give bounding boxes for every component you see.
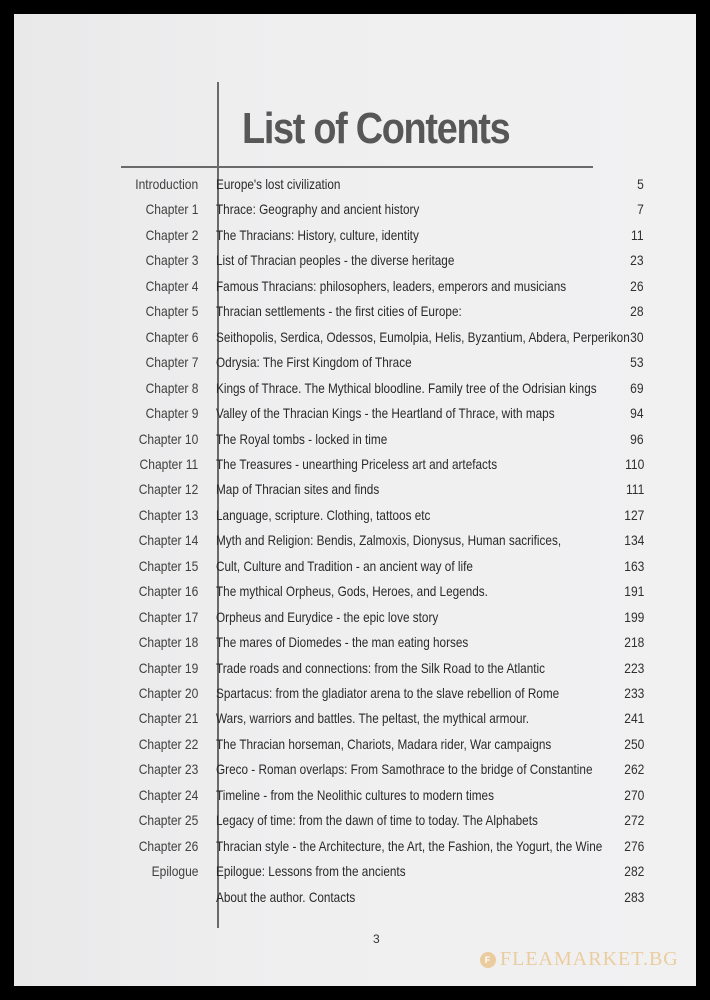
toc-row	[14, 481, 696, 505]
toc-chapter-label: Chapter 5	[145, 303, 198, 320]
toc-chapter-label: Chapter 20	[138, 685, 198, 701]
toc-row	[14, 227, 696, 251]
toc-page-number: 69	[630, 379, 644, 396]
toc-chapter-label: Chapter 19	[138, 659, 198, 676]
watermark	[480, 948, 679, 971]
toc-row	[14, 889, 696, 913]
toc-page-number: 110	[624, 455, 644, 472]
toc-row	[14, 431, 696, 455]
toc-page-number: 26	[630, 277, 644, 294]
toc-page-number: 250	[623, 735, 644, 752]
toc-page-number: 270	[623, 786, 644, 803]
toc-entry-title: Valley of the Thracian Kings - the Heartland of Thrace, with maps	[216, 405, 555, 422]
toc-entry-title: Orpheus and Eurydice - the epic love story	[216, 608, 439, 625]
toc-entry-title: Language, scripture. Clothing, tattoos etc	[216, 506, 431, 523]
toc-row	[14, 609, 696, 633]
toc-entry-title: Odrysia: The First Kingdom of Thrace	[216, 354, 412, 371]
toc-entry-title: Epilogue: Lessons from the ancients	[216, 863, 406, 880]
toc-page-number: 28	[630, 303, 644, 320]
document-page	[14, 14, 696, 986]
toc-row	[14, 863, 696, 887]
toc-row	[14, 660, 696, 684]
toc-row	[14, 278, 696, 302]
toc-page-number: 5	[637, 176, 644, 192]
toc-entry-title: The mares of Diomedes - the man eating horses	[216, 634, 469, 651]
toc-page-number: 272	[623, 812, 644, 829]
toc-chapter-label: Chapter 3	[145, 252, 198, 269]
toc-chapter-label: Chapter 22	[138, 735, 198, 752]
toc-page-number: 199	[623, 608, 644, 625]
toc-page-number: 283	[623, 888, 644, 905]
toc-entry-title: List of Thracian peoples - the diverse heritage	[216, 252, 455, 269]
toc-page-number: 241	[623, 710, 644, 727]
toc-chapter-label: Chapter 8	[145, 379, 198, 396]
toc-page-number: 134	[623, 532, 644, 549]
toc-row	[14, 583, 696, 607]
toc-entry-title: Myth and Religion: Bendis, Zalmoxis, Dionysus, Human sacrifices,	[216, 532, 562, 549]
toc-page-number: 96	[630, 430, 644, 447]
toc-chapter-label: Chapter 25	[138, 812, 198, 829]
toc-entry-title: Timeline - from the Neolithic cultures to modern times	[216, 786, 494, 803]
watermark-text: FLEAMARKET.BG	[500, 948, 679, 970]
toc-chapter-label: Chapter 6	[145, 328, 198, 345]
toc-page-number: 30	[630, 328, 644, 345]
toc-page-number: 53	[630, 354, 644, 371]
toc-page-number: 111	[625, 481, 644, 498]
toc-chapter-label: Chapter 11	[139, 455, 198, 472]
toc-row	[14, 303, 696, 327]
toc-row	[14, 736, 696, 760]
toc-row	[14, 634, 696, 658]
toc-row	[14, 532, 696, 556]
toc-entry-title: Europe's lost civilization	[216, 176, 341, 192]
toc-page-number: 191	[623, 583, 644, 600]
toc-row	[14, 201, 696, 225]
toc-chapter-label: Chapter 13	[138, 506, 198, 523]
toc-chapter-label: Chapter 7	[145, 354, 198, 371]
toc-row	[14, 329, 696, 353]
toc-row	[14, 761, 696, 785]
toc-page-number: 163	[623, 557, 644, 574]
toc-row	[14, 252, 696, 276]
toc-chapter-label: Chapter 10	[138, 430, 198, 447]
toc-chapter-label: Chapter 16	[138, 583, 198, 600]
toc-chapter-label: Epilogue	[151, 863, 198, 880]
toc-entry-title: Legacy of time: from the dawn of time to today. The Alphabets	[216, 812, 538, 829]
toc-chapter-label: Chapter 14	[138, 532, 198, 549]
watermark-logo-icon: F	[480, 952, 496, 968]
toc-chapter-label: Chapter 18	[138, 634, 198, 651]
toc-entry-title: Trade roads and connections: from the Silk Road to the Atlantic	[216, 659, 546, 676]
toc-chapter-label: Chapter 2	[145, 226, 198, 243]
toc-row	[14, 456, 696, 480]
toc-chapter-label: Chapter 17	[138, 608, 198, 625]
toc-row	[14, 354, 696, 378]
toc-entry-title: About the author. Contacts	[216, 888, 356, 905]
toc-entry-title: Seithopolis, Serdica, Odessos, Eumolpia, Helis, Byzantium, Abdera, Perperikon	[216, 328, 630, 345]
toc-chapter-label: Chapter 21	[138, 710, 198, 727]
toc-entry-title: Cult, Culture and Tradition - an ancient way of life	[216, 557, 473, 574]
toc-page-number: 7	[637, 201, 644, 218]
toc-row	[14, 405, 696, 429]
toc-row	[14, 507, 696, 531]
toc-entry-title: Spartacus: from the gladiator arena to the slave rebellion of Rome	[216, 685, 560, 701]
toc-entry-title: Thracian settlements - the first cities of Europe:	[216, 303, 462, 320]
page-number: 3	[373, 932, 380, 946]
toc-page-number: 282	[623, 863, 644, 880]
toc-page-number: 127	[623, 506, 644, 523]
toc-chapter-label: Chapter 23	[138, 761, 198, 778]
toc-row	[14, 812, 696, 836]
toc-chapter-label: Chapter 24	[138, 786, 198, 803]
toc-page-number: 223	[623, 659, 644, 676]
toc-entry-title: Wars, warriors and battles. The peltast, the mythical armour.	[216, 710, 530, 727]
toc-chapter-label: Introduction	[135, 176, 198, 192]
toc-row	[14, 838, 696, 862]
toc-page-number: 23	[630, 252, 644, 269]
toc-chapter-label: Chapter 15	[138, 557, 198, 574]
toc-entry-title: Famous Thracians: philosophers, leaders, emperors and musicians	[216, 277, 567, 294]
toc-chapter-label: Chapter 9	[145, 405, 198, 422]
toc-entry-title: Thrace: Geography and ancient history	[216, 201, 420, 218]
toc-row	[14, 176, 696, 200]
toc-chapter-label: Chapter 1	[145, 201, 198, 218]
toc-chapter-label: Chapter 12	[138, 481, 198, 498]
toc-page-number: 11	[631, 226, 644, 243]
toc-entry-title: The Royal tombs - locked in time	[216, 430, 388, 447]
toc-page-number: 218	[623, 634, 644, 651]
toc-row	[14, 558, 696, 582]
toc-entry-title: The Treasures - unearthing Priceless art and artefacts	[216, 455, 498, 472]
toc-entry-title: Kings of Thrace. The Mythical bloodline. Family tree of the Odrisian kings	[216, 379, 597, 396]
toc-chapter-label: Chapter 26	[138, 837, 198, 854]
page-title: List of Contents	[242, 104, 510, 153]
toc-page-number: 233	[623, 685, 644, 701]
toc-entry-title: The Thracians: History, culture, identity	[216, 226, 419, 243]
toc-entry-title: Map of Thracian sites and finds	[216, 481, 380, 498]
toc-chapter-label: Chapter 4	[145, 277, 198, 294]
toc-row	[14, 685, 696, 709]
toc-row	[14, 787, 696, 811]
toc-page-number: 262	[623, 761, 644, 778]
title-underline	[121, 166, 593, 168]
toc-row	[14, 380, 696, 404]
toc-row	[14, 710, 696, 734]
toc-entry-title: The Thracian horseman, Chariots, Madara rider, War campaigns	[216, 735, 552, 752]
toc-entry-title: Thracian style - the Architecture, the Art, the Fashion, the Yogurt, the Wine	[216, 837, 603, 854]
toc-page-number: 276	[623, 837, 644, 854]
toc-page-number: 94	[630, 405, 644, 422]
toc-entry-title: Greco - Roman overlaps: From Samothrace to the bridge of Constantine	[216, 761, 593, 778]
toc-entry-title: The mythical Orpheus, Gods, Heroes, and Legends.	[216, 583, 488, 600]
